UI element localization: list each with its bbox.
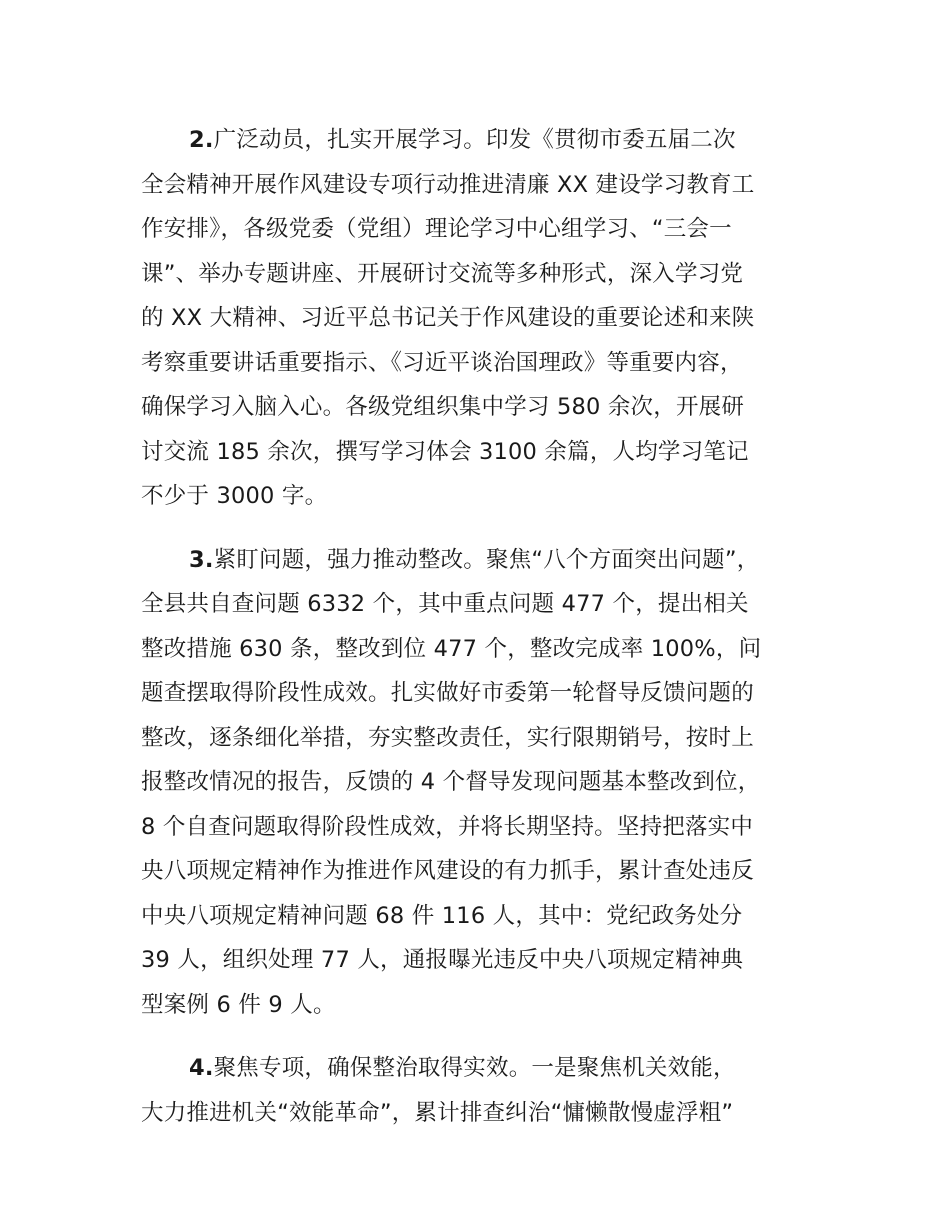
paragraph-line: 题查摆取得阶段性成效。扎实做好市委第一轮督导反馈问题的 bbox=[141, 680, 754, 706]
paragraph-first-line bbox=[141, 1046, 821, 1091]
paragraph-line: 整改措施 630 条，整改到位 477 个，整改完成率 100%，问 bbox=[141, 635, 762, 662]
paragraph-line: 全县共自查问题 6332 个，其中重点问题 477 个，提出相关 bbox=[141, 591, 749, 617]
paragraph-line: 8 个自查问题取得阶段性成效，并将长期坚持。坚持把落实中 bbox=[141, 813, 754, 840]
paragraph-heading-text: 聚焦专项，确保整治取得实效。一是聚焦机关效能， bbox=[213, 1055, 736, 1081]
paragraph-line: 央八项规定精神作为推进作风建设的有力抓手，累计查处违反 bbox=[141, 858, 754, 884]
paragraph-2 bbox=[141, 118, 821, 519]
document-body bbox=[141, 118, 821, 1154]
paragraph-heading-text: 广泛动员，扎实开展学习。印发《贯彻市委五届二次 bbox=[213, 127, 736, 153]
paragraph-line: 39 人，组织处理 77 人，通报曝光违反中央八项规定精神典 bbox=[141, 947, 744, 973]
paragraph-line: 大力推进机关“效能革命”，累计排查纠治“慵懒散慢虚浮粗” bbox=[141, 1099, 734, 1126]
paragraph-number: 3. bbox=[189, 546, 214, 573]
paragraph-line: 中央八项规定精神问题 68 件 116 人，其中：党纪政务处分 bbox=[141, 902, 743, 929]
paragraph-first-line bbox=[141, 538, 821, 583]
paragraph-first-line bbox=[141, 118, 821, 163]
paragraph-3 bbox=[141, 538, 821, 1028]
paragraph-line: 讨交流 185 余次，撰写学习体会 3100 余篇，人均学习笔记 bbox=[141, 438, 749, 465]
paragraph-line: 型案例 6 件 9 人。 bbox=[141, 991, 336, 1018]
paragraph-line: 整改，逐条细化举措，夯实整改责任，实行限期销号，按时上 bbox=[141, 724, 754, 751]
paragraph-line: 报整改情况的报告，反馈的 4 个督导发现问题基本整改到位， bbox=[141, 769, 761, 795]
paragraph-line: 作安排》，各级党委（党组）理论学习中心组学习、“三会一 bbox=[141, 216, 732, 242]
paragraph-heading-text: 紧盯问题，强力推动整改。聚焦“八个方面突出问题”， bbox=[213, 546, 760, 573]
paragraph-number: 2. bbox=[189, 127, 214, 153]
paragraph-line: 确保学习入脑入心。各级党组织集中学习 580 余次，开展研 bbox=[141, 394, 745, 420]
paragraph-line: 不少于 3000 字。 bbox=[141, 483, 328, 509]
paragraph-line: 考察重要讲话重要指示、《习近平谈治国理政》等重要内容， bbox=[141, 349, 743, 376]
paragraph-4 bbox=[141, 1046, 821, 1135]
paragraph-number: 4. bbox=[189, 1055, 214, 1081]
paragraph-line: 课”、举办专题讲座、开展研讨交流等多种形式，深入学习党 bbox=[141, 260, 744, 287]
paragraph-line: 的 XX 大精神、习近平总书记关于作风建设的重要论述和来陕 bbox=[141, 305, 755, 331]
paragraph-line: 全会精神开展作风建设专项行动推进清廉 XX 建设学习教育工 bbox=[141, 171, 755, 198]
